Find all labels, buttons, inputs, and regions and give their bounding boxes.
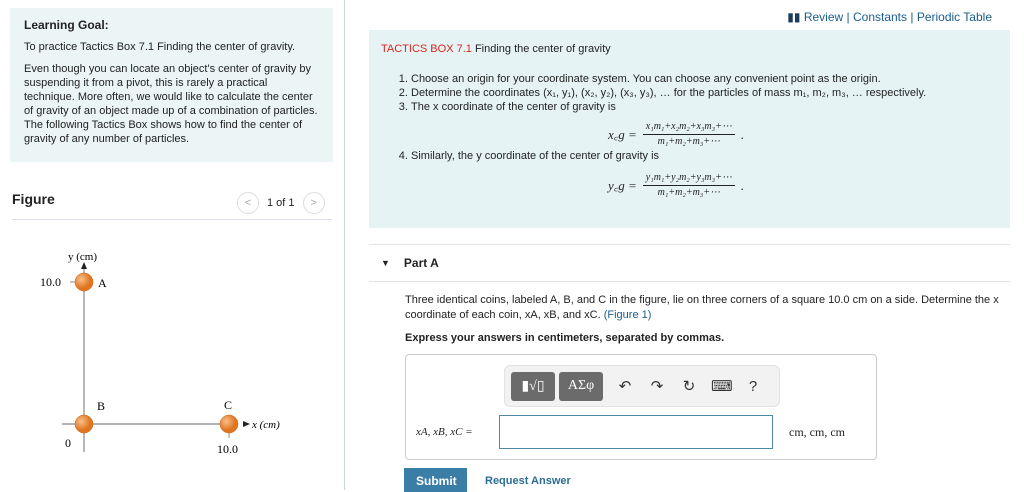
step-2: 2. Determine the coordinates (x₁, y₁), (x₂, y₂), (x₃, y₃), … for the particles of mass m₁, m₂, m₃, … respectively.	[411, 86, 998, 100]
figure-pager	[237, 192, 325, 214]
label-b: B	[97, 399, 106, 413]
origin-label: 0	[65, 436, 71, 450]
question-body: Three identical coins, labeled A, B, and C in the figure, lie on three corners of a square 10.0 cm on a side. Determine the x coordinate of each coin, xA, xB, and xC.	[405, 294, 999, 321]
coin-a	[75, 273, 93, 291]
x-axis-label: x (cm)	[252, 419, 280, 431]
redo-icon[interactable]: ↷	[650, 378, 664, 395]
x-tick-label: 10.0	[217, 442, 238, 456]
y-axis-label: y (cm)	[68, 251, 98, 263]
review-icon: ▮▮	[787, 10, 801, 24]
help-icon[interactable]: ?	[748, 377, 758, 395]
submit-button[interactable]: Submit	[404, 468, 467, 492]
ycg-numerator: y₁m₁+y₂m₂+y₃m₃+⋯	[643, 171, 735, 186]
keyboard-icon[interactable]: ⌨	[711, 378, 733, 395]
input-label: xA, xB, xC =	[416, 426, 473, 438]
y-axis-arrow	[81, 262, 87, 269]
request-answer-link[interactable]: Request Answer	[485, 475, 571, 487]
xcg-lhs: x꜀g =	[608, 126, 637, 142]
review-link[interactable]: Review	[803, 10, 844, 24]
part-a-title: Part A	[403, 256, 439, 270]
coin-c	[220, 415, 238, 433]
figure-page-count: 1 of 1	[267, 197, 295, 209]
coin-b	[75, 415, 93, 433]
periodic-table-link[interactable]: Periodic Table	[916, 10, 992, 24]
reset-icon[interactable]: ↻	[682, 378, 696, 395]
step-1: 1. Choose an origin for your coordinate system. You can choose any convenient point as the origin.	[411, 72, 998, 86]
tactics-title: Finding the center of gravity	[474, 43, 611, 55]
ycg-equation: y꜀g = $\frac{\text{y₁m₁+y₂m₂+y₃m₃+⋯}}{\text{m₁+m₂+m₃+⋯}}$ .	[608, 172, 745, 198]
tactics-box	[369, 30, 1010, 228]
answer-input[interactable]	[499, 415, 773, 449]
next-figure-button[interactable]: >	[303, 192, 325, 214]
figure-title: Figure	[12, 191, 55, 207]
xcg-equation: x꜀g = $\frac{\text{x₁m₁+x₂m₂+x₃m₃+⋯}}{\text{m₁+m₂+m₃+⋯}}$ .	[608, 121, 745, 147]
learning-goal-title: Learning Goal:	[24, 18, 109, 32]
prev-figure-button[interactable]: <	[237, 192, 259, 214]
y-tick-label: 10.0	[40, 275, 61, 289]
part-a-header[interactable]	[369, 244, 1010, 282]
answer-box	[405, 354, 877, 460]
answer-instruction: Express your answers in centimeters, separated by commas.	[405, 332, 725, 344]
coins-figure	[0, 220, 340, 480]
learning-goal-text: To practice Tactics Box 7.1 Finding the center of gravity.	[24, 41, 296, 53]
greek-symbols-button[interactable]: ΑΣφ	[559, 372, 603, 401]
separator: |	[910, 10, 914, 24]
learning-goal-panel	[10, 8, 333, 162]
label-a: A	[98, 276, 107, 290]
units-label: cm, cm, cm	[789, 425, 845, 439]
x-axis-arrow	[243, 421, 250, 427]
xcg-numerator: x₁m₁+x₂m₂+x₃m₃+⋯	[643, 120, 735, 135]
constants-link[interactable]: Constants	[852, 10, 908, 24]
figure-link[interactable]: (Figure 1)	[603, 309, 652, 321]
tactics-label: TACTICS BOX 7.1	[381, 43, 472, 55]
math-toolbar	[504, 365, 780, 407]
ycg-denominator: m₁+m₂+m₃+⋯	[657, 187, 721, 198]
step-4: 4. Similarly, the y coordinate of the center of gravity is	[411, 149, 998, 163]
top-links	[787, 10, 992, 24]
ycg-lhs: y꜀g =	[608, 177, 637, 193]
learning-goal-description: Even though you can locate an object's center of gravity by suspending it from a pivot, this is rarely a practical technique. More often, we would like to calculate the center of gravity of an object made up of a combination of particles. The following Tactics Box shows how to find the center of gravity of any number of particles.	[24, 63, 318, 145]
xcg-denominator: m₁+m₂+m₃+⋯	[657, 136, 721, 147]
question-text	[405, 293, 1010, 323]
collapse-caret-icon: ▼	[381, 258, 390, 268]
templates-button[interactable]: ▮√▯	[511, 372, 555, 401]
step-3: 3. The x coordinate of the center of gravity is	[411, 100, 998, 114]
undo-icon[interactable]: ↶	[618, 378, 632, 395]
label-c: C	[224, 398, 233, 412]
panel-divider[interactable]	[344, 0, 345, 490]
separator: |	[846, 10, 850, 24]
